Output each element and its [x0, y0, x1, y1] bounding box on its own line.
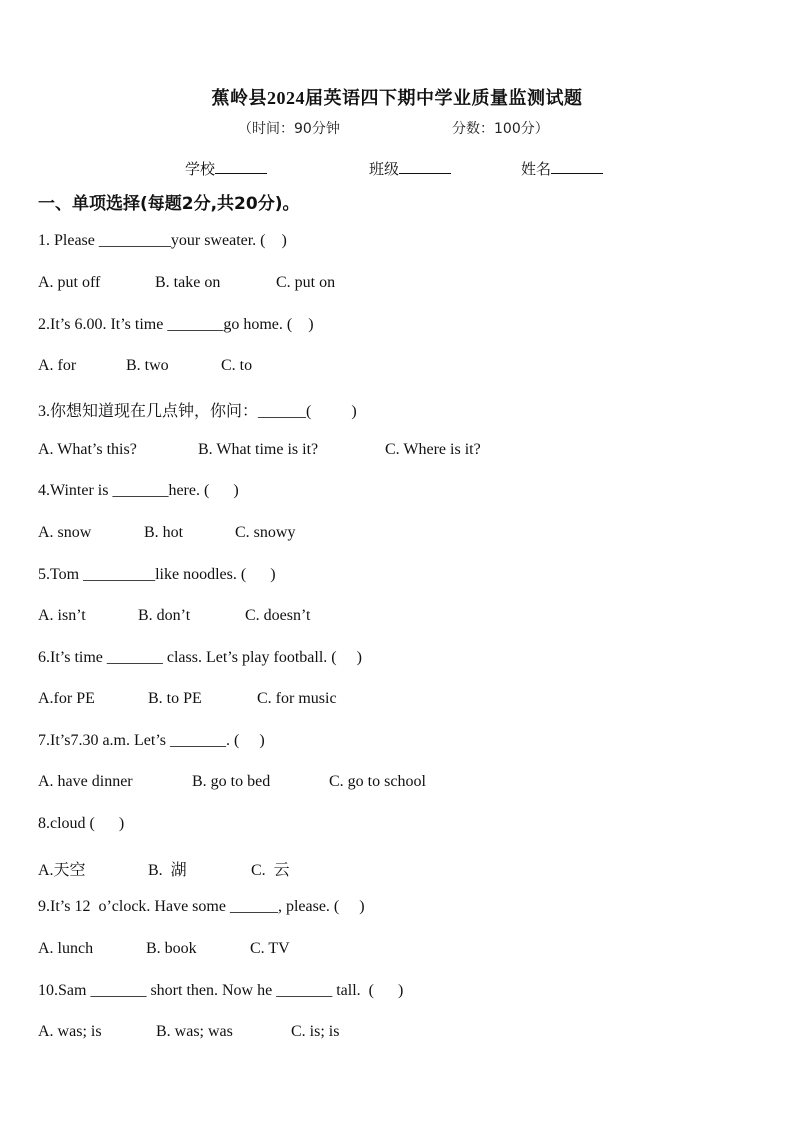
name-label: 姓名 — [521, 160, 552, 178]
option-b: B. book — [146, 940, 197, 957]
name-field — [521, 158, 603, 179]
option-a: A.for PE — [38, 690, 95, 707]
question-options — [38, 940, 738, 962]
question-stem: 3.你想知道现在几点钟，你问：______( ) — [38, 403, 357, 420]
exam-subtitle — [0, 118, 794, 138]
question-stem: 5.Tom _________like noodles. ( ) — [38, 566, 276, 583]
option-b: B. What time is it? — [198, 441, 319, 458]
option-c: C. put on — [276, 274, 336, 291]
question-stem: 10.Sam _______ short then. Now he _______ tall. ( ) — [38, 982, 404, 999]
option-a: A.天空 — [38, 862, 86, 879]
question-options — [38, 690, 738, 712]
section-title: 一、单项选择(每题2分,共20分)。 — [38, 194, 300, 214]
question-stem: 9.It’s 12 o’clock. Have some ______, please. ( ) — [38, 898, 365, 915]
student-info — [0, 158, 794, 180]
option-a: A. put off — [38, 274, 101, 291]
option-c: C. doesn’t — [245, 607, 311, 624]
option-b: B. don’t — [138, 607, 191, 624]
exam-title: 蕉岭县2024届英语四下期中学业质量监测试题 — [211, 88, 583, 108]
question-options — [38, 441, 738, 463]
option-a: A. lunch — [38, 940, 94, 957]
school-blank[interactable] — [215, 159, 267, 174]
exam-score: 分数：100分） — [452, 121, 549, 137]
class-label: 班级 — [369, 160, 400, 178]
question-options — [38, 1023, 738, 1045]
question-options — [38, 607, 738, 629]
option-c: C. TV — [250, 940, 290, 957]
question-options — [38, 857, 738, 879]
option-a: A. was; is — [38, 1023, 102, 1040]
option-b: B. go to bed — [192, 773, 271, 790]
question-options — [38, 773, 738, 795]
option-c: C. go to school — [329, 773, 426, 790]
option-c: C. to — [221, 357, 253, 374]
question-stem: 8.cloud ( ) — [38, 815, 125, 832]
option-c: C. snowy — [235, 524, 296, 541]
option-b: B. hot — [144, 524, 184, 541]
question-stem: 7.It’s7.30 a.m. Let’s _______. ( ) — [38, 732, 265, 749]
option-a: A. isn’t — [38, 607, 86, 624]
option-c: C. for music — [257, 690, 337, 707]
question-stem: 2.It’s 6.00. It’s time _______go home. ( ) — [38, 316, 314, 333]
question-options — [38, 524, 738, 546]
school-field — [185, 158, 267, 179]
class-blank[interactable] — [399, 159, 451, 174]
option-c: C. Where is it? — [385, 441, 481, 458]
question-stem: 6.It’s time _______ class. Let’s play football. ( ) — [38, 649, 362, 666]
question-options — [38, 274, 738, 296]
option-b: B. to PE — [148, 690, 202, 707]
school-label: 学校 — [185, 160, 216, 178]
option-a: A. snow — [38, 524, 92, 541]
option-c: C. 云 — [251, 862, 290, 879]
option-b: B. 湖 — [148, 862, 187, 879]
option-b: B. two — [126, 357, 169, 374]
question-options — [38, 357, 738, 379]
option-a: A. have dinner — [38, 773, 133, 790]
question-stem: 4.Winter is _______here. ( ) — [38, 482, 239, 499]
option-b: B. take on — [155, 274, 221, 291]
option-a: A. for — [38, 357, 77, 374]
class-field — [369, 158, 451, 179]
exam-time: （时间：90分钟 — [238, 121, 340, 137]
name-blank[interactable] — [551, 159, 603, 174]
option-a: A. What’s this? — [38, 441, 137, 458]
option-c: C. is; is — [291, 1023, 340, 1040]
question-stem: 1. Please _________your sweater. ( ) — [38, 232, 287, 249]
option-b: B. was; was — [156, 1023, 233, 1040]
